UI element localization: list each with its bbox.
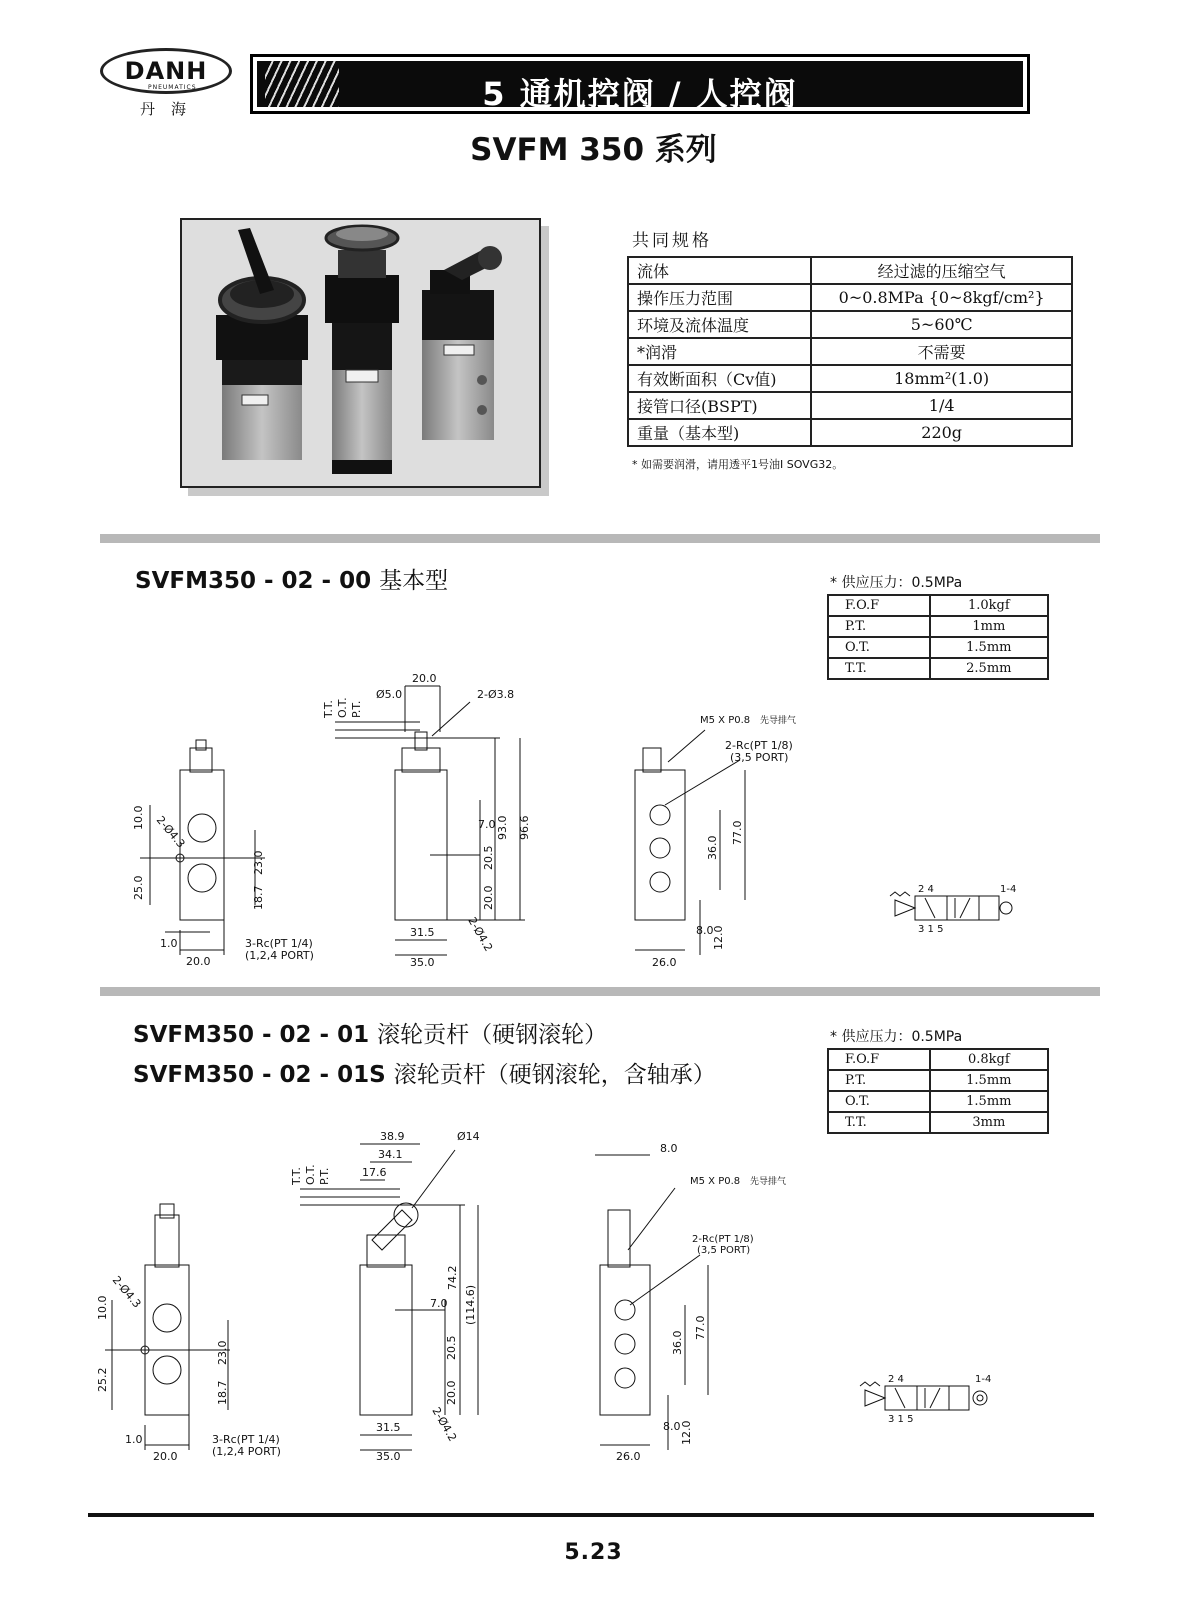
dim-label: 2-Ø4.3	[153, 813, 188, 851]
section2-model2: SVFM350 - 02 - 01S	[133, 1062, 386, 1088]
force-key: F.O.F	[828, 1049, 930, 1070]
dim-label: 先导排气	[750, 1177, 787, 1187]
dim-label: M5 X P0.8	[700, 715, 751, 726]
dim-label: 35.0	[376, 1450, 401, 1463]
dim-label: 2-Rc(PT 1/8)	[692, 1234, 754, 1245]
dim-label: 2-Rc(PT 1/8)	[725, 739, 793, 752]
dim-label: 31.5	[376, 1421, 401, 1434]
dim-label: (1,2,4 PORT)	[212, 1445, 281, 1458]
footer-rule	[88, 1513, 1094, 1517]
page-title: 5 通机控阀 / 人控阀	[482, 75, 798, 113]
dim-label: O.T.	[304, 1164, 317, 1185]
dim-label: 7.0	[430, 1297, 448, 1310]
dim-label: 34.1	[378, 1148, 403, 1161]
spec-value: 不需要	[811, 338, 1072, 365]
dim-label: P.T.	[318, 1167, 331, 1185]
table-row	[628, 392, 1072, 419]
force-value: 1mm	[930, 616, 1048, 637]
section2-title-2	[133, 1056, 716, 1089]
dim-label: 8.0	[660, 1142, 678, 1155]
force-key: O.T.	[828, 1091, 930, 1112]
title-banner	[250, 54, 1030, 114]
dim-label: 10.0	[132, 805, 145, 830]
dim-label: 2-Ø4.2	[465, 915, 496, 954]
force-value: 3mm	[930, 1112, 1048, 1133]
product-photo	[180, 218, 541, 488]
dim-label: 36.0	[706, 835, 719, 860]
spec-value: 220g	[811, 419, 1072, 446]
dim-label: 31.5	[410, 926, 435, 939]
spec-value: 1/4	[811, 392, 1072, 419]
dim-label: 74.2	[446, 1265, 459, 1290]
force-value: 1.0kgf	[930, 595, 1048, 616]
table-row	[628, 365, 1072, 392]
dim-label: 8.0	[663, 1420, 681, 1433]
dim-label: 20.0	[153, 1450, 178, 1463]
dim-label: 25.2	[96, 1367, 109, 1392]
force-key: F.O.F	[828, 595, 930, 616]
symbol-label: 3 1 5	[918, 924, 944, 935]
dim-label: 26.0	[616, 1450, 641, 1463]
dim-label: 77.0	[731, 820, 744, 845]
logo-subtitle: PNEUMATICS	[148, 84, 197, 91]
dim-label: 1.0	[125, 1433, 143, 1446]
dim-label: M5 X P0.8	[690, 1176, 741, 1187]
table-row	[628, 338, 1072, 365]
dim-label: 20.0	[482, 885, 495, 910]
logo-chinese-name: 丹海	[140, 100, 203, 118]
table-row	[628, 419, 1072, 446]
dim-label: 20.5	[482, 845, 495, 870]
table-row	[828, 1049, 1048, 1070]
symbol-label: 1-4	[1000, 884, 1017, 895]
spec-label: 操作压力范围	[628, 284, 811, 311]
table-row	[828, 616, 1048, 637]
spec-label: 流体	[628, 257, 811, 284]
section1-title	[135, 562, 448, 595]
dim-label: 35.0	[410, 956, 435, 969]
dim-label: 26.0	[652, 956, 677, 969]
symbol-label: 1-4	[975, 1374, 992, 1385]
dim-label: 20.5	[445, 1335, 458, 1360]
spec-label: 环境及流体温度	[628, 311, 811, 338]
dim-label: O.T.	[336, 697, 349, 718]
section2-name1: 滚轮贡杆（硬钢滚轮）	[377, 1022, 608, 1048]
dim-label: 23.0	[216, 1340, 229, 1365]
spec-value: 0~0.8MPa {0~8kgf/cm²}	[811, 284, 1072, 311]
dim-label: 3-Rc(PT 1/4)	[212, 1433, 280, 1446]
section-divider	[100, 987, 1100, 996]
dim-label: 先导排气	[760, 716, 797, 726]
section2-title-1	[133, 1016, 607, 1049]
spec-label: 重量（基本型)	[628, 419, 811, 446]
dim-label: 7.0	[478, 818, 496, 831]
dim-label: Ø14	[457, 1130, 480, 1143]
force-value: 1.5mm	[930, 1091, 1048, 1112]
force-key: P.T.	[828, 616, 930, 637]
dim-label: 3-Rc(PT 1/4)	[245, 937, 313, 950]
page-number: 5.23	[564, 1540, 623, 1565]
spec-label: *润滑	[628, 338, 811, 365]
dim-label: 8.0	[696, 924, 714, 937]
dim-label: 2-Ø3.8	[477, 688, 515, 701]
force-key: T.T.	[828, 1112, 930, 1133]
force-key: P.T.	[828, 1070, 930, 1091]
dim-label: 2-Ø4.2	[429, 1405, 460, 1444]
section2-drawings	[0, 1130, 1187, 1510]
dim-label: 2-Ø4.3	[109, 1273, 144, 1311]
force-value: 1.5mm	[930, 1070, 1048, 1091]
dim-label: 20.0	[186, 955, 211, 968]
force-value: 1.5mm	[930, 637, 1048, 658]
table-row	[828, 595, 1048, 616]
section1-model: SVFM350 - 02 - 00	[135, 568, 372, 594]
dim-label: (114.6)	[464, 1284, 477, 1325]
logo-text: DANH	[124, 57, 208, 85]
section2-model1: SVFM350 - 02 - 01	[133, 1022, 370, 1048]
lubrication-note: * 如需要润滑，请用透平1号油I SOVG32。	[632, 458, 844, 471]
dim-label: P.T.	[350, 700, 363, 718]
table-row	[628, 311, 1072, 338]
dim-label: 36.0	[671, 1330, 684, 1355]
spec-label: 有效断面积（Cv值)	[628, 365, 811, 392]
spec-label: 接管口径(BSPT)	[628, 392, 811, 419]
symbol-label: 2 4	[888, 1374, 904, 1385]
dim-label: 25.0	[132, 875, 145, 900]
spec-value: 5~60℃	[811, 311, 1072, 338]
dim-label: 93.0	[496, 815, 509, 840]
table-row	[628, 257, 1072, 284]
dim-label: 38.9	[380, 1130, 405, 1143]
dim-label: Ø5.0	[376, 688, 403, 701]
symbol-label: 3 1 5	[888, 1414, 914, 1425]
section2-name2: 滚轮贡杆（硬钢滚轮，含轴承）	[393, 1062, 716, 1088]
section-divider	[100, 534, 1100, 543]
table-row	[628, 284, 1072, 311]
table-row	[828, 1112, 1048, 1133]
table-row	[828, 1091, 1048, 1112]
section1-drawings	[0, 670, 1187, 980]
spec-value: 经过滤的压缩空气	[811, 257, 1072, 284]
dim-label: 96.6	[518, 815, 531, 840]
table-row	[828, 1070, 1048, 1091]
dim-label: 12.0	[680, 1420, 693, 1445]
dim-label: (3,5 PORT)	[730, 751, 789, 764]
dim-label: T.T.	[322, 700, 335, 718]
dim-label: 18.7	[252, 885, 265, 910]
table-row	[828, 637, 1048, 658]
dim-label: 20.0	[445, 1380, 458, 1405]
dim-label: 17.6	[362, 1166, 387, 1179]
dim-label: T.T.	[290, 1167, 303, 1185]
dim-label: 77.0	[694, 1315, 707, 1340]
force-value: 0.8kgf	[930, 1049, 1048, 1070]
series-title: SVFM 350 系列	[470, 132, 717, 168]
spec-value: 18mm²(1.0)	[811, 365, 1072, 392]
dim-label: 23.0	[252, 850, 265, 875]
spec-heading: 共同规格	[632, 231, 712, 251]
section1-force-table	[827, 594, 1049, 680]
force-value: 2.5mm	[930, 658, 1048, 679]
force-key: T.T.	[828, 658, 930, 679]
section2-supply-pressure: * 供应压力：0.5MPa	[830, 1029, 963, 1045]
section1-supply-pressure: * 供应压力：0.5MPa	[830, 575, 963, 591]
section2-force-table	[827, 1048, 1049, 1134]
dim-label: 12.0	[712, 925, 725, 950]
dim-label: 18.7	[216, 1380, 229, 1405]
dim-label: (3,5 PORT)	[697, 1245, 751, 1256]
dim-label: (1,2,4 PORT)	[245, 949, 314, 962]
dim-label: 10.0	[96, 1295, 109, 1320]
spec-table	[627, 256, 1073, 447]
dim-label: 20.0	[412, 672, 437, 685]
brand-logo	[100, 48, 240, 122]
dim-label: 1.0	[160, 937, 178, 950]
symbol-label: 2 4	[918, 884, 934, 895]
section1-name: 基本型	[379, 568, 449, 594]
force-key: O.T.	[828, 637, 930, 658]
